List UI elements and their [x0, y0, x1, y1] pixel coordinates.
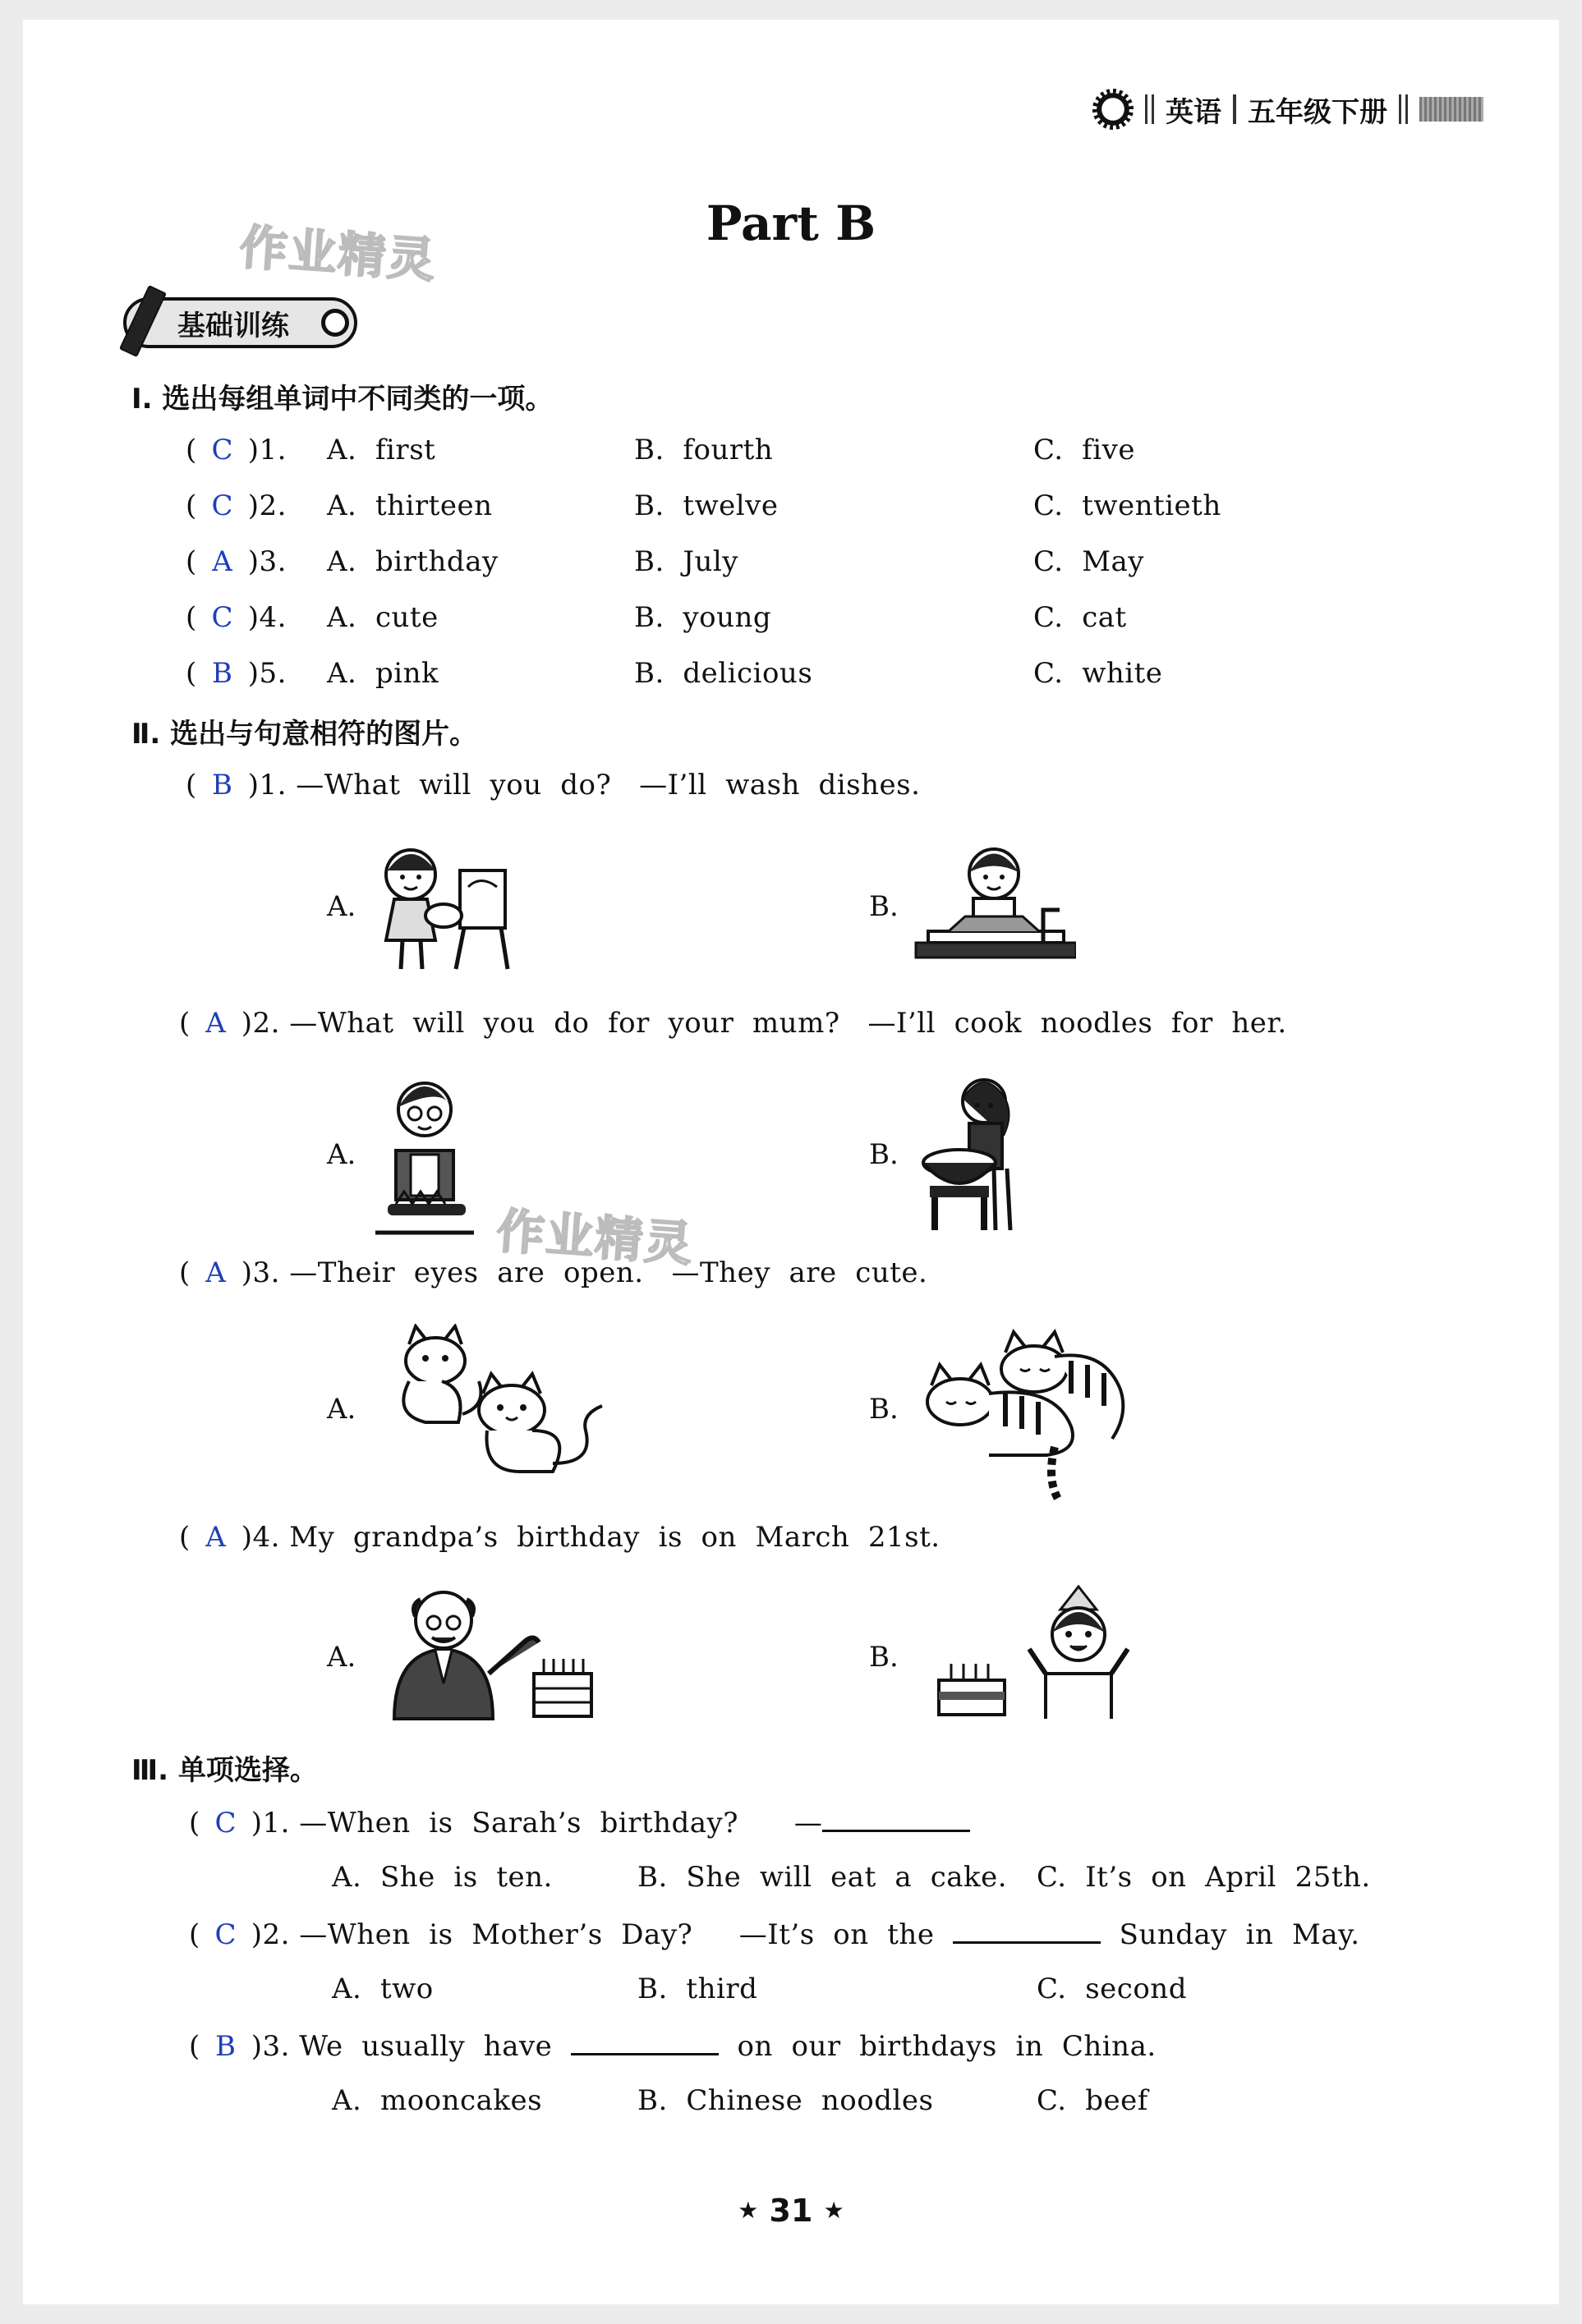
- question-number: )1.: [247, 434, 287, 466]
- header-divider: [1399, 94, 1408, 124]
- answer: B: [215, 2030, 237, 2063]
- page-footer: [0, 2193, 1582, 2229]
- option-c: C. It’s on April 25th.: [1037, 1861, 1371, 1894]
- option-b: B. delicious: [634, 657, 813, 690]
- answer-blank: [822, 1805, 970, 1832]
- header-divider: [1145, 94, 1154, 124]
- section-heading: Ⅰ. 选出每组单词中不同类的一项。: [131, 383, 554, 416]
- option-b: B. July: [634, 545, 739, 578]
- option-c: C. five: [1033, 434, 1136, 466]
- question-text: We usually have: [299, 2030, 571, 2063]
- question-number: )2.: [251, 1918, 290, 1951]
- option-c: C. cat: [1033, 601, 1127, 634]
- option-c: C. May: [1033, 545, 1145, 578]
- answer: C: [214, 1807, 237, 1839]
- answer: B: [212, 657, 233, 690]
- picture-label-a: A.: [327, 1393, 356, 1426]
- option-b: B. fourth: [634, 434, 774, 466]
- boy-washing-dishes-icon: [912, 839, 1076, 979]
- question-row: ( A )2. —What will you do for your mum? —I’ll cook noodles for her.: [179, 1007, 1287, 1040]
- option-a: A. two: [332, 1973, 434, 2005]
- ring-icon: [321, 309, 349, 337]
- star-icon: ★: [738, 2197, 759, 2224]
- question-text: —What will you do? —I’ll wash dishes.: [296, 769, 921, 801]
- option-b: B. young: [634, 601, 772, 634]
- answer: A: [205, 1256, 227, 1289]
- question-number: )2.: [241, 1007, 280, 1040]
- question-number: )2.: [247, 489, 287, 522]
- star-icon: ★: [823, 2197, 844, 2224]
- answer: C: [214, 1918, 237, 1951]
- question-row: ( C )1. —When is Sarah’s birthday? —: [189, 1805, 970, 1839]
- option-a: A. pink: [327, 657, 439, 690]
- option-c: C. twentieth: [1033, 489, 1221, 522]
- awake-cats-icon: [384, 1324, 606, 1476]
- question-row: ( C )1.: [186, 434, 287, 466]
- option-a: A. She is ten.: [332, 1861, 553, 1894]
- question-number: )4.: [241, 1521, 280, 1554]
- sun-logo-icon: [1092, 89, 1134, 130]
- option-b: B. Chinese noodles: [637, 2084, 934, 2117]
- question-number: )5.: [247, 657, 287, 690]
- question-row: ( C )2. —When is Mother’s Day? —It’s on the Sunday in May.: [189, 1918, 1360, 1951]
- grandpa-cake-icon: [386, 1583, 604, 1721]
- sleeping-cats-icon: [923, 1324, 1129, 1504]
- header-grade: 五年级下册: [1248, 95, 1387, 129]
- option-a: A. first: [327, 434, 436, 466]
- question-number: )1.: [247, 769, 287, 801]
- section-badge: [123, 297, 357, 348]
- section-heading: Ⅲ. 单项选择。: [131, 1754, 318, 1787]
- watermark: 作业精灵: [237, 218, 439, 289]
- question-text-end: on our birthdays in China.: [718, 2030, 1157, 2063]
- question-row: ( C )4.: [186, 601, 287, 634]
- picture-label-a: A.: [327, 1138, 356, 1171]
- running-header: [1092, 89, 1483, 130]
- question-number: )3.: [241, 1256, 280, 1289]
- question-row: ( B )1. —What will you do? —I’ll wash dishes.: [186, 769, 921, 801]
- question-number: )3.: [251, 2030, 290, 2063]
- answer-blank: [571, 2028, 719, 2055]
- answer: A: [212, 545, 233, 578]
- girl-washing-icon: [918, 1072, 1033, 1237]
- answer: A: [205, 1521, 227, 1554]
- man-cooking-icon: [371, 1072, 478, 1237]
- option-b: B. She will eat a cake.: [637, 1861, 1008, 1894]
- header-tail-bar: [1419, 97, 1483, 122]
- picture-label-b: B.: [869, 1393, 899, 1426]
- section-heading: Ⅱ. 选出与句意相符的图片。: [131, 718, 478, 751]
- picture-label-b: B.: [869, 1138, 899, 1171]
- page: [23, 20, 1559, 2304]
- question-text: My grandpa’s birthday is on March 21st.: [289, 1521, 940, 1554]
- question-row: ( B )5.: [186, 657, 287, 690]
- question-text-end: Sunday in May.: [1101, 1918, 1360, 1951]
- question-text: —When is Mother’s Day? —It’s on the: [299, 1918, 954, 1951]
- question-number: )4.: [247, 601, 287, 634]
- option-a: A. mooncakes: [332, 2084, 543, 2117]
- answer: A: [205, 1007, 227, 1040]
- question-number: )3.: [247, 545, 287, 578]
- question-row: ( B )3. We usually have on our birthdays in China.: [189, 2030, 1157, 2063]
- answer-blank: [953, 1917, 1101, 1944]
- question-number: )1.: [251, 1807, 290, 1839]
- option-c: C. second: [1037, 1973, 1187, 2005]
- answer: C: [211, 434, 234, 466]
- badge-label: 基础训练: [177, 309, 289, 342]
- option-c: C. beef: [1037, 2084, 1148, 2117]
- girl-painting-icon: [361, 838, 517, 973]
- header-subject: 英语: [1166, 95, 1221, 129]
- question-row: ( A )3. —Their eyes are open. —They are cute.: [179, 1256, 928, 1289]
- page-title: Part B: [706, 195, 876, 251]
- option-a: A. cute: [327, 601, 439, 634]
- question-row: ( A )3.: [186, 545, 287, 578]
- page-number: 31: [769, 2193, 813, 2229]
- answer: C: [211, 601, 234, 634]
- watermark: 作业精灵: [494, 1202, 696, 1273]
- question-text: —Their eyes are open. —They are cute.: [289, 1256, 928, 1289]
- answer: B: [212, 769, 233, 801]
- question-row: ( A )4. My grandpa’s birthday is on March 21st.: [179, 1521, 940, 1554]
- picture-label-b: B.: [869, 890, 899, 923]
- question-text: —What will you do for your mum? —I’ll cook noodles for her.: [289, 1007, 1287, 1040]
- picture-label-b: B.: [869, 1641, 899, 1674]
- girl-cake-icon: [935, 1583, 1132, 1723]
- option-b: B. third: [637, 1973, 758, 2005]
- picture-label-a: A.: [327, 890, 356, 923]
- picture-label-a: A.: [327, 1641, 356, 1674]
- option-c: C. white: [1033, 657, 1163, 690]
- option-a: A. birthday: [327, 545, 499, 578]
- question-row: ( C )2.: [186, 489, 287, 522]
- option-b: B. twelve: [634, 489, 779, 522]
- header-divider: [1233, 94, 1236, 124]
- question-text: —When is Sarah’s birthday? —: [299, 1807, 823, 1839]
- answer: C: [211, 489, 234, 522]
- option-a: A. thirteen: [327, 489, 493, 522]
